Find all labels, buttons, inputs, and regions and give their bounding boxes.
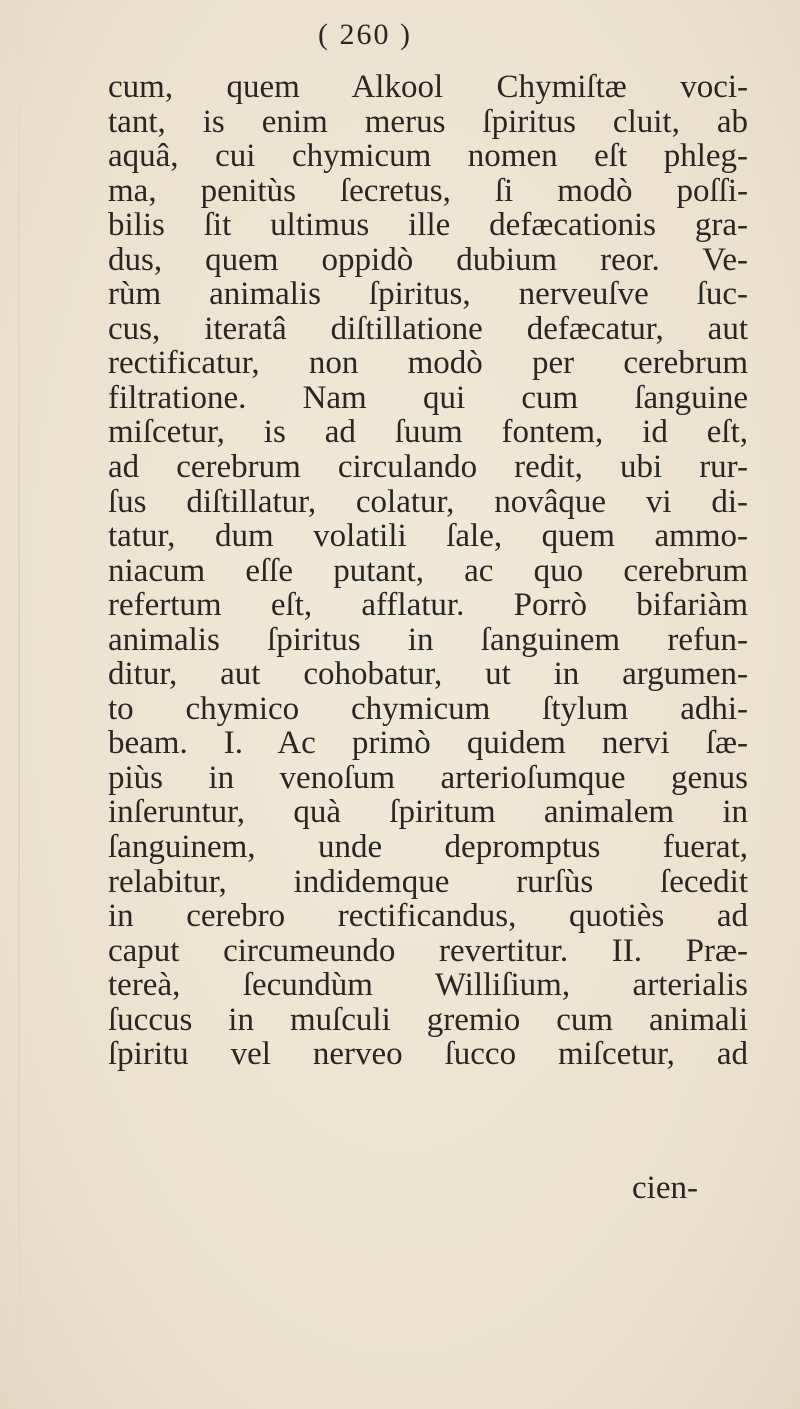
text-line: miſcetur, is ad ſuum fontem, id eſt, bbox=[108, 414, 748, 451]
text-line: rùm animalis ſpiritus, nerveuſve ſuc- bbox=[108, 276, 748, 313]
text-line: bilis ſit ultimus ille defæcationis gra- bbox=[108, 207, 748, 244]
text-line: piùs in venoſum arterioſumque genus bbox=[108, 759, 748, 796]
text-line: tereà, ſecundùm Williſium, arterialis bbox=[108, 967, 748, 1004]
text-line: ſpiritu vel nerveo ſucco miſcetur, ad bbox=[108, 1036, 748, 1073]
page-number: ( 260 ) bbox=[318, 18, 412, 51]
text-line: tant, is enim merus ſpiritus cluit, ab bbox=[108, 103, 748, 140]
text-line: rectificatur, non modò per cerebrum bbox=[108, 345, 748, 382]
text-line: filtratione. Nam qui cum ſanguine bbox=[108, 379, 748, 416]
text-line: ſanguinem, unde depromptus fuerat, bbox=[108, 829, 748, 866]
text-line: tatur, dum volatili ſale, quem ammo- bbox=[108, 518, 748, 555]
text-line: to chymico chymicum ſtylum adhi- bbox=[108, 690, 748, 727]
text-line: cus, iteratâ diſtillatione defæcatur, aut bbox=[108, 310, 748, 347]
text-line: ad cerebrum circulando redit, ubi rur- bbox=[108, 449, 748, 486]
text-line: refertum eſt, afflatur. Porrò bifariàm bbox=[108, 587, 748, 624]
text-line: animalis ſpiritus in ſanguinem refun- bbox=[108, 621, 748, 658]
text-line: beam. I. Ac primò quidem nervi ſæ- bbox=[108, 725, 748, 762]
text-line: in cerebro rectificandus, quotiès ad bbox=[108, 898, 748, 935]
text-line: ſus diſtillatur, colatur, novâque vi di- bbox=[108, 483, 748, 520]
catchword: cien- bbox=[632, 1170, 698, 1206]
text-line: cum, quem Alkool Chymiſtæ voci- bbox=[108, 69, 748, 105]
text-line: niacum eſſe putant, ac quo cerebrum bbox=[108, 552, 748, 589]
text-line: ſuccus in muſculi gremio cum animali bbox=[108, 1001, 748, 1038]
page-edge-shadow bbox=[18, 0, 20, 1409]
text-line: aquâ, cui chymicum nomen eſt phleg- bbox=[108, 138, 748, 175]
text-line: inſeruntur, quà ſpiritum animalem in bbox=[108, 794, 748, 831]
text-line: ditur, aut cohobatur, ut in argumen- bbox=[108, 656, 748, 693]
text-line: ma, penitùs ſecretus, ſi modò poſſi- bbox=[108, 172, 748, 209]
text-line: relabitur, indidemque rurſùs ſecedit bbox=[108, 863, 748, 900]
body-text bbox=[108, 70, 748, 1072]
text-line: caput circumeundo revertitur. II. Præ- bbox=[108, 932, 748, 969]
text-line: dus, quem oppidò dubium reor. Ve- bbox=[108, 241, 748, 278]
